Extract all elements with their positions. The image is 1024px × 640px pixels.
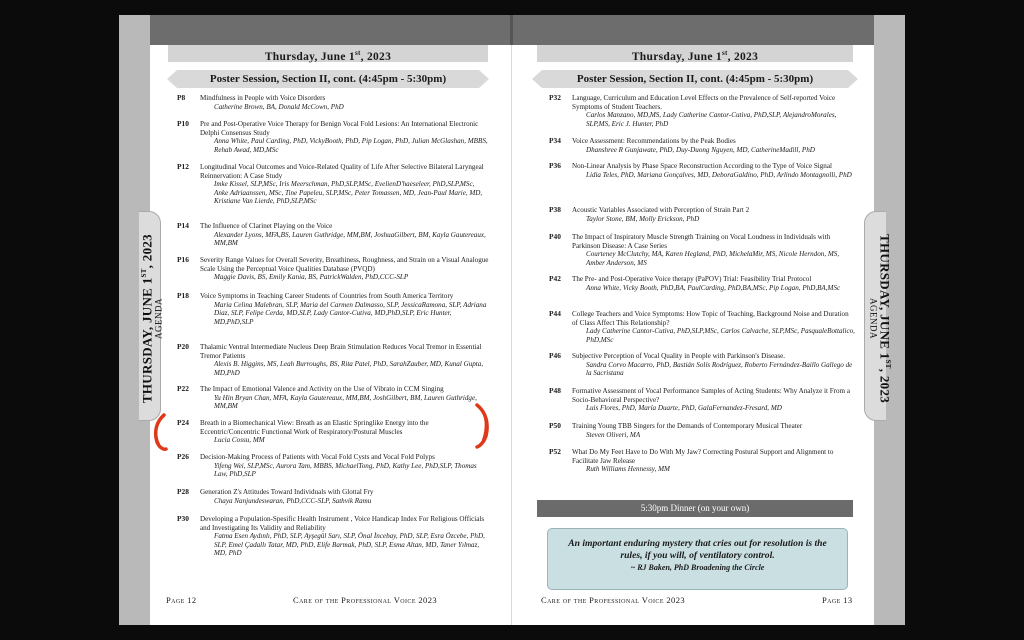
poster-authors: Alexis B. Higgins, MS, Leah Burroughs, BS, Rita Patel, PhD, SarahZauber, MD, Kunal Gupta, MD,PhD — [214, 360, 484, 377]
session-banner: Poster Session, Section II, cont. (4:45pm - 5:30pm) — [542, 70, 848, 88]
poster-title: Language, Curriculum and Education Level Effects on the Prevalence of Self-reported Voice Symptoms of Student Teachers. — [572, 94, 836, 111]
poster-title: The Impact of Inspiratory Muscle Strength Training on Vocal Loudness in Individuals with Parkinson Disease: A Case Series — [572, 233, 831, 250]
poster-authors: Anna White, Paul Carding, PhD, VickyBooth, PhD, Pip Logan, PhD, Julian McGlashan, MBBS, Rehab Awad, MD,MSc — [214, 137, 488, 154]
poster-code: P52 — [549, 447, 561, 456]
poster-code: P24 — [177, 418, 189, 427]
left-page — [168, 45, 488, 88]
poster-title: Pre and Post-Operative Voice Therapy for Benign Vocal Fold Lesions: An International Electronic Delphi Consensus Study — [200, 120, 479, 137]
poster-entry — [549, 422, 855, 439]
poster-entry — [177, 385, 489, 411]
poster-entry — [177, 120, 489, 154]
poster-entry — [177, 453, 489, 479]
poster-code: P8 — [177, 93, 186, 102]
poster-entry — [177, 292, 489, 326]
poster-title: Non-Linear Analysis by Phase Space Reconstruction According to the Type of Voice Signal — [572, 162, 832, 170]
poster-entry — [549, 162, 855, 179]
poster-authors: Yu Hin Bryan Chan, MFA, Kayla Gautereaux, MM,BM, JoshGilbert, BM, Lauren Guthridge, MM,BM — [214, 393, 477, 411]
poster-code: P12 — [177, 162, 189, 171]
day-header: Thursday, June 1st, 2023 — [168, 45, 488, 62]
poster-authors: Sandra Corvo Macarro, PhD, Bastián Solís Rodríguez, Roberto Fernández-Baillo Gallego de la Sacristana — [586, 360, 853, 378]
poster-code: P28 — [177, 487, 189, 496]
poster-entry — [549, 448, 855, 474]
poster-title: Mindfulness in People with Voice Disorders — [200, 94, 326, 102]
poster-entry — [549, 137, 855, 154]
poster-authors: Dhanshree R Gunjawate, PhD, Duy-Duong Nguyen, MD, CatherineMadill, PhD — [586, 145, 815, 154]
poster-entry — [549, 387, 855, 413]
poster-authors: Taylor Stone, BM, Molly Erickson, PhD — [586, 214, 700, 223]
poster-authors: Carlos Manzano, MD,MS, Lady Catherine Cantor-Cutiva, PhD,SLP, AlejandroMorales, SLP,MS, Eric J. Hunter, PhD — [586, 111, 837, 128]
footer-title-right: Care of the Professional Voice 2023 — [541, 595, 686, 605]
poster-authors: Anna White, Vicky Booth, PhD,BA, PaulCarding, PhD,BA,MSc, Pip Logan, PhD,BA,MSc — [586, 283, 841, 292]
poster-entry — [177, 256, 489, 282]
poster-authors: Catherine Brown, BA, Donald McCown, PhD — [214, 102, 344, 111]
poster-code: P36 — [549, 161, 561, 170]
poster-code: P48 — [549, 386, 561, 395]
poster-code: P20 — [177, 342, 189, 351]
poster-authors: Lady Catherine Cantor-Cutiva, PhD,SLP,MSc, Carlos Calvache, SLP,MSc, PasqualeBottalico, PhD,MSc — [586, 327, 855, 344]
poster-authors: Fatma Esen Aydınlı, PhD, SLP, Ayşegül Sarı, SLP, Önal İncebay, PhD, SLP, Esra Özcebe, PhD, SLP, Emel Çadallı Tatar, MD, PhD, Elife Barmak, PhD, SLP, Esma Altan, MD, Taner Yılmaz, MD, PhD — [214, 532, 485, 558]
quote-attribution: ~ RJ Baken, PhD Broadening the Circle — [630, 563, 765, 572]
poster-code: P16 — [177, 255, 189, 264]
poster-authors: Luis Flores, PhD, María Duarte, PhD, GalaFernandez-Fresard, MD — [586, 404, 782, 413]
red-annotation-mark-right — [471, 402, 493, 450]
poster-code: P50 — [549, 421, 561, 430]
poster-authors: Yifeng Wei, SLP,MSc, Aurora Tam, MBBS, MichaelTong, PhD, Kathy Lee, PhD,SLP, Thomas Law, PhD,SLP — [214, 461, 477, 479]
footer-title-left: Care of the Professional Voice 2023 — [293, 595, 438, 605]
poster-title: College Teachers and Voice Symptoms: How Topic of Teaching, Background Noise and Duration of Class Affect This Relationship? — [572, 310, 849, 327]
poster-code: P26 — [177, 452, 189, 461]
poster-entry — [177, 515, 489, 558]
poster-title: Longitudinal Vocal Outcomes and Voice-Related Quality of Life After Selective Bilateral Laryngeal Reinnervation: A Case Study — [200, 163, 484, 180]
poster-title: Breath in a Biomechanical View: Breath as an Elastic Springlike Energy into the Eccentric/Concentric Functional Work of Respiratory/Postural Muscles — [200, 419, 429, 436]
left-side-tab-label: THURSDAY, JUNE 1ST, 2023 AGENDA — [139, 234, 164, 404]
quote-box — [547, 528, 848, 590]
quote-text: An important enduring mystery that cries out for resolution is the rules, if you will, of ventilatory control. — [568, 538, 827, 561]
poster-authors: Imke Kissel, SLP,MSc, Iris Meerschman, PhD,SLP,MSc, EvelienD'haeseleer, PhD,SLP,MSc, Anke Adriaanssen, MSc, Tine Papeleu, SLP,MSc, Peter Tomassen, MD, Jean-Paul Marie, MD, Kristiane Van Lierde, PhD,SLP,MSc — [214, 180, 483, 206]
poster-authors: Alexander Lyons, MFA,BS, Lauren Guthridge, MM,BM, JoshuaGilbert, BM, Kayla Gautereaux, MM,BM — [214, 230, 486, 248]
poster-title: Decision-Making Process of Patients with Vocal Fold Cysts and Vocal Fold Polyps — [200, 453, 435, 461]
poster-code: P44 — [549, 309, 561, 318]
poster-entry — [177, 488, 489, 505]
poster-title: The Pre- and Post-Operative Voice therapy (PaPOV) Trial: Feasibility Trial Protocol — [572, 275, 812, 283]
poster-authors: Courteney McClutchy, MA, Karen Hegland, PhD, MichelaMir, MS, Nicole Herndon, MS, Amber Anderson, MS — [586, 250, 840, 267]
poster-title: Formative Assessment of Vocal Performance Samples of Acting Students: Why Analyze it From a Socio-Behavioral Perspective? — [572, 387, 850, 404]
poster-title: The Impact of Emotional Valence and Activity on the Use of Vibrato in CCM Singing — [200, 385, 444, 393]
poster-title: Acoustic Variables Associated with Perception of Strain Part 2 — [572, 206, 750, 214]
poster-entry — [177, 94, 489, 111]
poster-code: P14 — [177, 221, 189, 230]
poster-code: P42 — [549, 274, 561, 283]
footer-page-right: Page 13 — [822, 595, 853, 605]
poster-title: Voice Symptoms in Teaching Career Students of Countries from South America Territory — [200, 292, 454, 300]
poster-entry — [177, 419, 489, 445]
poster-authors: Maria Celina Malebran, SLP, Maria del Carmen Dalmasso, SLP, JessicaRamona, SLP, Adriana Diaz, SLP, Felipe Cerda, MD,SLP, Lady Cantor-Cutiva, MD,PhD,SLP, Eric Hunter, MD,PhD,SLP — [214, 300, 487, 326]
day-header: Thursday, June 1st, 2023 — [537, 45, 853, 62]
right-page — [537, 45, 853, 88]
poster-code: P38 — [549, 205, 561, 214]
poster-entry — [177, 222, 489, 248]
footer-page-left: Page 12 — [166, 595, 197, 605]
red-annotation-mark-left — [150, 412, 170, 452]
poster-code: P10 — [177, 119, 189, 128]
right-side-tab-label: THURSDAY, JUNE 1ST, 2023 AGENDA — [868, 234, 893, 404]
poster-code: P32 — [549, 93, 561, 102]
poster-code: P46 — [549, 351, 561, 360]
poster-entry — [549, 275, 855, 292]
poster-authors: Lucia Cossu, MM — [214, 436, 265, 445]
poster-title: Training Young TBB Singers for the Demands of Contemporary Musical Theater — [572, 422, 803, 430]
poster-entry — [177, 163, 489, 206]
poster-entry — [549, 233, 855, 267]
session-banner: Poster Session, Section II, cont. (4:45pm - 5:30pm) — [177, 70, 479, 88]
poster-entry — [549, 94, 855, 128]
poster-title: Developing a Population-Spesific Health Instrument , Voice Handicap Index For Religious Officials and Investigating Its Validity and Reliability — [200, 515, 485, 532]
poster-authors: Chaya Nanjundeswaran, PhD,CCC-SLP, Sathvik Ramu — [214, 496, 372, 505]
poster-title: Severity Range Values for Overall Severity, Breathiness, Roughness, and Strain on a Visual Analogue Scale Using the Perceptual Voice Qualities Database (PVQD) — [200, 256, 489, 273]
poster-title: Thalamic Ventral Intermediate Nucleus Deep Brain Stimulation Reduces Vocal Tremor in Essential Tremor Patients — [200, 343, 482, 360]
poster-authors: Lidia Teles, PhD, Mariana Gonçalves, MD, DeboraGaldino, PhD, Arlindo Montagnolli, PhD — [586, 170, 852, 179]
poster-code: P30 — [177, 514, 189, 523]
poster-code: P34 — [549, 136, 561, 145]
poster-entry — [549, 310, 855, 344]
poster-code: P22 — [177, 384, 189, 393]
poster-title: Voice Assessment: Recommendations by the Peak Bodies — [572, 137, 736, 145]
poster-title: The Influence of Clarinet Playing on the Voice — [200, 222, 333, 230]
poster-authors: Ruth Williams Hennessy, MM — [586, 465, 670, 474]
poster-title: Generation Z's Attitudes Toward Individuals with Glottal Fry — [200, 488, 374, 496]
poster-entry — [177, 343, 489, 377]
poster-authors: Steven Oliveri, MA — [586, 430, 641, 439]
poster-entry — [549, 206, 855, 223]
poster-title: What Do My Feet Have to Do With My Jaw? Correcting Postural Support and Alignment to Facilitate Jaw Release — [572, 448, 834, 465]
gutter-top-divider — [510, 15, 513, 45]
poster-title: Subjective Perception of Vocal Quality in People with Parkinson's Disease. — [572, 352, 786, 360]
poster-code: P40 — [549, 232, 561, 241]
poster-authors: Maggie Davis, BS, Emily Kania, BS, PatrickWalden, PhD,CCC-SLP — [214, 273, 409, 282]
dinner-banner: 5:30pm Dinner (on your own) — [537, 500, 853, 517]
poster-code: P18 — [177, 291, 189, 300]
page-gutter — [511, 15, 512, 625]
poster-entry — [549, 352, 855, 378]
